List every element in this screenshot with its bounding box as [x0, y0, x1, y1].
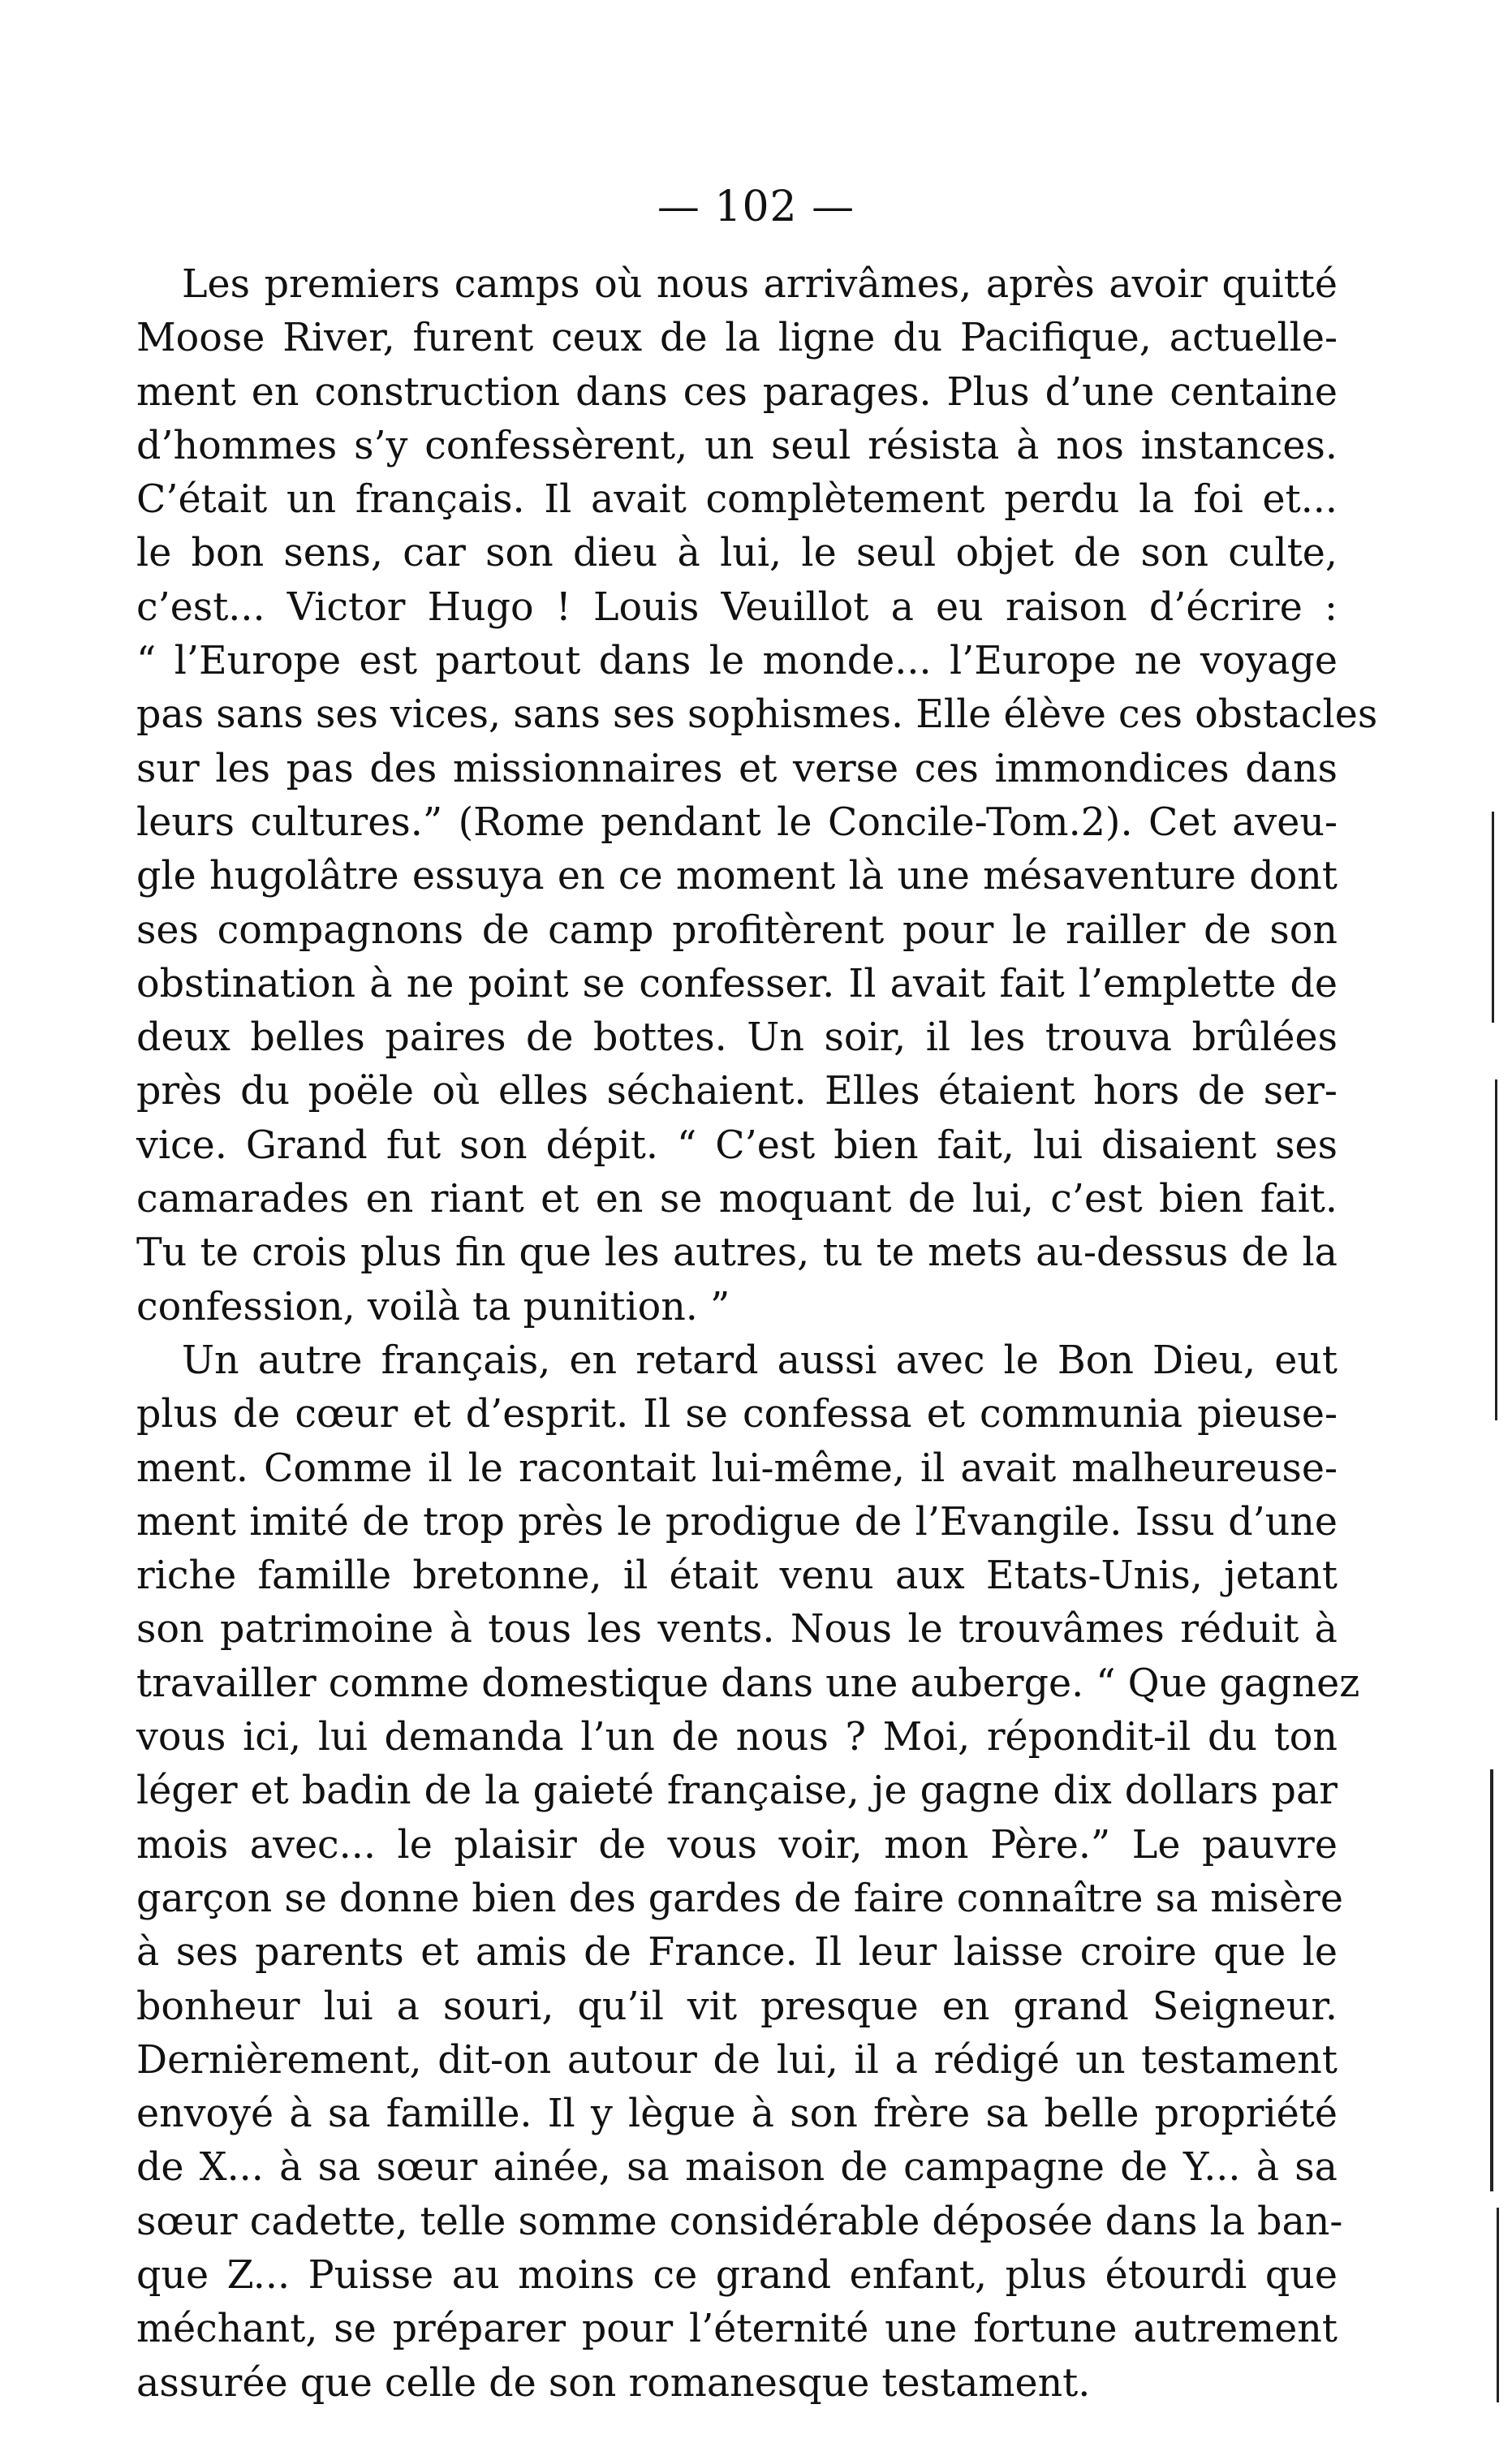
- text-line: vice. Grand fut son dépit. “ C’est bien fait, lui disaient ses: [136, 1122, 1338, 1168]
- text-line: ses compagnons de camp profitèrent pour le railler de son: [136, 907, 1338, 953]
- text-line: deux belles paires de bottes. Un soir, il les trouva brûlées: [136, 1015, 1338, 1061]
- text-line: “ l’Europe est partout dans le monde... l’Europe ne voyage: [136, 639, 1338, 684]
- text-line: Tu te crois plus fin que les autres, tu te mets au-dessus de la: [136, 1230, 1338, 1276]
- text-line: de X... à sa sœur ainée, sa maison de campagne de Y... à sa: [136, 2145, 1338, 2191]
- text-line: ment en construction dans ces parages. Plus d’une centaine: [136, 369, 1338, 415]
- text-line: ment imité de trop près le prodigue de l’Evangile. Issu d’une: [136, 1499, 1338, 1545]
- text-line: pas sans ses vices, sans ses sophismes. Elle élève ces obstacles: [136, 692, 1378, 738]
- text-line: C’était un français. Il avait complètement perdu la foi et...: [136, 477, 1338, 523]
- scan-artifact: [1497, 2208, 1499, 2402]
- text-line: bonheur lui a souri, qu’il vit presque en grand Seigneur.: [136, 1984, 1338, 2029]
- text-line: assurée que celle de son romanesque testament.: [136, 2360, 1091, 2406]
- text-line: d’hommes s’y confessèrent, un seul résista à nos instances.: [136, 423, 1338, 468]
- text-line: garçon se donne bien des gardes de faire connaître sa misère: [136, 1876, 1343, 1921]
- text-line: que Z... Puisse au moins ce grand enfant, plus étourdi que: [136, 2252, 1338, 2298]
- text-line: sœur cadette, telle somme considérable déposée dans la ban-: [136, 2199, 1343, 2244]
- text-line: sur les pas des missionnaires et verse ces immondices dans: [136, 746, 1338, 791]
- text-line: travailler comme domestique dans une auberge. “ Que gagnez: [136, 1661, 1360, 1706]
- text-line: ment. Comme il le racontait lui-même, il avait malheureuse-: [136, 1446, 1338, 1491]
- text-line: méchant, se préparer pour l’éternité une fortune autrement: [136, 2307, 1338, 2352]
- text-line: plus de cœur et d’esprit. Il se confessa et communia pieuse-: [136, 1392, 1338, 1437]
- text-line: Dernièrement, dit-on autour de lui, il a rédigé un testament: [136, 2037, 1338, 2083]
- text-line: obstination à ne point se confesser. Il avait fait l’emplette de: [136, 961, 1338, 1006]
- scan-artifact: [1492, 812, 1494, 1023]
- text-line: Un autre français, en retard aussi avec le Bon Dieu, eut: [182, 1338, 1338, 1383]
- text-line: son patrimoine à tous les vents. Nous le trouvâmes réduit à: [136, 1607, 1338, 1652]
- text-line: près du poële où elles séchaient. Elles étaient hors de ser-: [136, 1069, 1338, 1114]
- text-line: leurs cultures.” (Rome pendant le Concile-Tom.2). Cet aveu-: [136, 799, 1338, 845]
- text-line: Les premiers camps où nous arrivâmes, après avoir quitté: [182, 262, 1338, 307]
- text-line: riche famille bretonne, il était venu aux Etats-Unis, jetant: [136, 1553, 1338, 1599]
- text-line: confession, voilà ta punition. ”: [136, 1284, 730, 1329]
- text-line: le bon sens, car son dieu à lui, le seul objet de son culte,: [136, 531, 1338, 576]
- text-line: léger et badin de la gaieté française, je gagne dix dollars par: [136, 1769, 1338, 1814]
- scan-artifact: [1490, 1769, 1493, 2191]
- body-text: [136, 258, 1378, 2411]
- text-line: Moose River, furent ceux de la ligne du Pacifique, actuelle-: [136, 316, 1338, 361]
- page-number: — 102 —: [657, 183, 855, 231]
- text-line: gle hugolâtre essuya en ce moment là une mésaventure dont: [136, 854, 1338, 899]
- scan-artifact: [1495, 1079, 1497, 1420]
- text-line: à ses parents et amis de France. Il leur laisse croire que le: [136, 1930, 1338, 1976]
- text-line: camarades en riant et en se moquant de lui, c’est bien fait.: [136, 1177, 1338, 1222]
- text-line: mois avec... le plaisir de vous voir, mon Père.” Le pauvre: [136, 1822, 1338, 1868]
- text-line: envoyé à sa famille. Il y lègue à son frère sa belle propriété: [136, 2092, 1338, 2137]
- text-line: c’est... Victor Hugo ! Louis Veuillot a eu raison d’écrire :: [136, 584, 1338, 630]
- text-line: vous ici, lui demanda l’un de nous ? Moi, répondit-il du ton: [136, 1715, 1338, 1760]
